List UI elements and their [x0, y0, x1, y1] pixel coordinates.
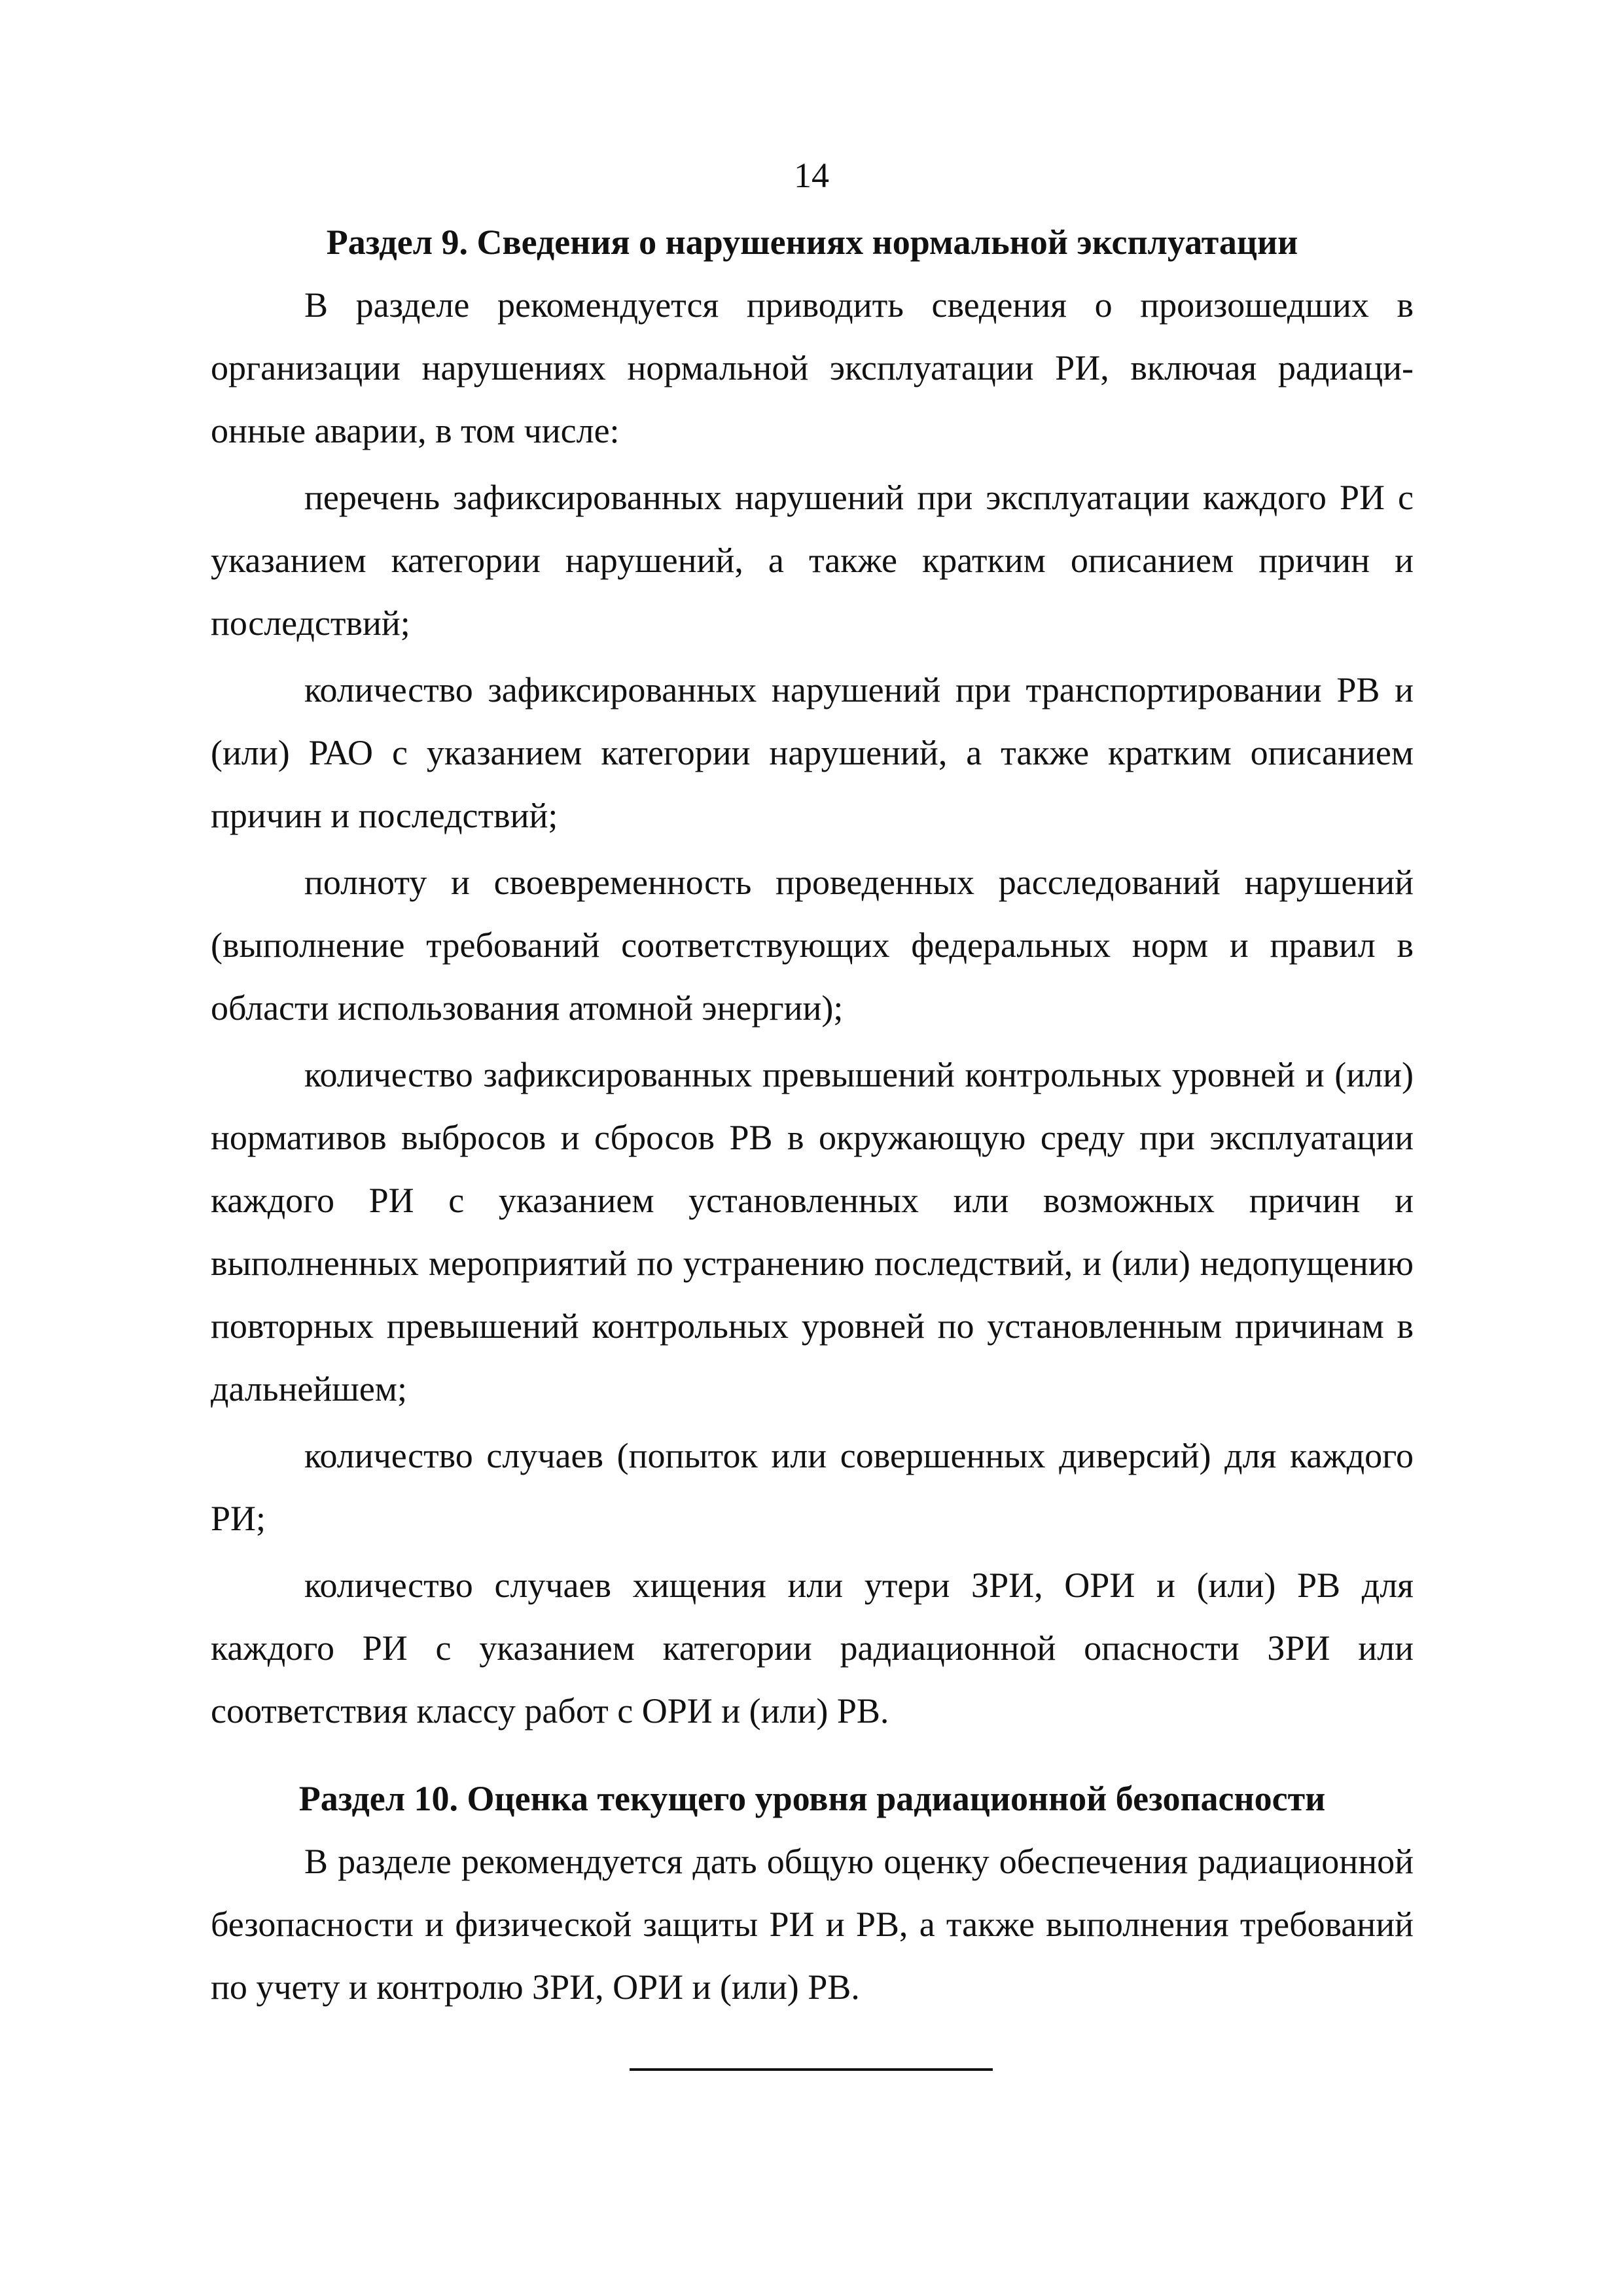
list-item-sabotage-cases: количество случаев (попыток или совершенных диверсий) для каждого РИ;: [211, 1436, 1414, 1538]
section-10-heading: Раздел 10. Оценка текущего уровня радиационной безопасности: [298, 1779, 1326, 1818]
list-item-theft-loss-cases: количество случаев хищения или утери ЗРИ, ОРИ и (или) РВ для каждого РИ с указанием категории радиационной опасности ЗРИ или соответствия классу работ с ОРИ и (или) РВ.: [211, 1566, 1414, 1731]
section-9-heading: Раздел 9. Сведения о нарушениях нормальной эксплуатации: [326, 223, 1298, 262]
section-10: [211, 1767, 1414, 2018]
section-gap: [211, 1742, 1414, 1767]
list-item-violations-per-ri: перечень зафиксированных нарушений при эксплуатации каждого РИ с указанием категории нарушений, а также кратким описанием причин и последствий;: [211, 478, 1414, 643]
section-9-intro-paragraph: В разделе рекомендуется приводить сведения о произошедших в организации нарушениях нормальной эксплуатации РИ, включая радиационные аварии, в том числе:: [211, 285, 1414, 450]
list-item-transport-violations: количество зафиксированных нарушений при транспортировании РВ и (или) РАО с указанием категории нарушений, а также кратким описанием причин и последствий;: [211, 670, 1414, 835]
document-body: [211, 211, 1414, 2018]
list-item-investigations: полноту и своевременность проведенных расследований нарушений (выполнение требований соответствующих федеральных норм и правил в области использования атомной энергии);: [211, 863, 1414, 1028]
section-9: [211, 211, 1414, 1742]
section-10-paragraph: В разделе рекомендуется дать общую оценку обеспечения радиационной безопасности и физической защиты РИ и РВ, а также выполнения требований по учету и контролю ЗРИ, ОРИ и (или) РВ.: [211, 1842, 1414, 2007]
end-divider-line: [630, 2068, 993, 2071]
list-item-exceedances: количество зафиксированных превышений контрольных уровней и (или) нормативов выбросов и сбросов РВ в окружающую среду при эксплуатации каждого РИ с указанием установленных или возможных причин и выполненных мероприятий по устранению последствий, и (или) недопущению повторных превышений контрольных уровней по установленным причинам в дальнейшем;: [211, 1055, 1414, 1408]
page-number: 14: [794, 156, 829, 195]
